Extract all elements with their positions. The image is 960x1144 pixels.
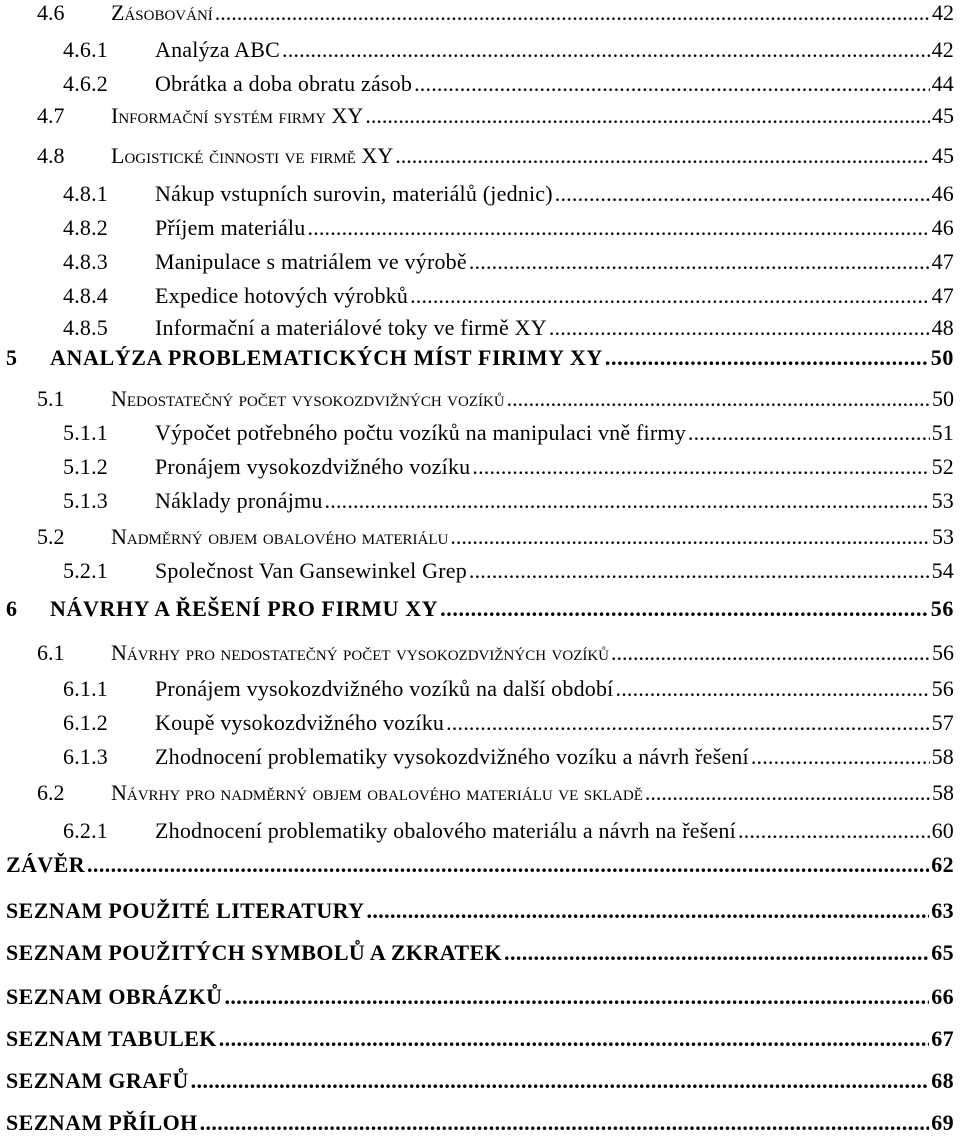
toc-entry-page: 65 (931, 940, 954, 965)
toc-entry[interactable] (63, 215, 954, 249)
toc-entry[interactable] (63, 488, 954, 522)
toc-entry-page: 56 (931, 676, 954, 701)
toc-entry-page: 42 (931, 37, 954, 62)
dot-leader (469, 249, 930, 275)
toc-entry-number: 4.8.5 (63, 315, 108, 340)
dot-leader (282, 37, 930, 63)
toc-entry[interactable] (63, 454, 954, 488)
dot-leader (688, 420, 930, 446)
toc-entry-number: 4.8.4 (63, 283, 108, 308)
toc-entry-number: 4.6.2 (63, 71, 108, 96)
toc-entry-title: Nedostatečný počet vysokozdvižných vozíků (111, 386, 505, 411)
toc-entry-number: 4.8.2 (63, 215, 108, 240)
toc-entry[interactable] (63, 558, 954, 592)
dot-leader (219, 1026, 929, 1052)
toc-entry-number: 4.8 (37, 143, 65, 168)
toc-entry-page: 45 (932, 103, 954, 128)
toc-entry-number: 5.2 (37, 524, 65, 549)
dot-leader (410, 283, 930, 309)
toc-entry[interactable] (63, 744, 954, 778)
toc-entry-page: 46 (931, 181, 954, 206)
toc-entry[interactable] (63, 283, 954, 317)
toc-entry-page: 51 (931, 420, 954, 445)
dot-leader (215, 0, 930, 26)
toc-entry-page: 48 (931, 315, 954, 340)
toc-entry-title: Expedice hotových výrobků (155, 283, 409, 308)
toc-entry-title: SEZNAM TABULEK (6, 1026, 217, 1051)
toc-entry-page: 57 (931, 710, 954, 735)
dot-leader (504, 940, 929, 966)
toc-entry-title: Zhodnocení problematiky obalového materiálu a návrh na řešení (155, 818, 736, 843)
toc-entry[interactable] (6, 1110, 954, 1144)
dot-leader (507, 386, 930, 412)
dot-leader (87, 852, 929, 878)
toc-entry-page: 54 (931, 558, 954, 583)
toc-entry-title: Společnost Van Gansewinkel Grep (155, 558, 467, 583)
dot-leader (224, 984, 929, 1010)
toc-entry[interactable] (63, 181, 954, 215)
toc-entry-title: Logistické činnosti ve firmě XY (111, 143, 394, 168)
toc-entry-page: 56 (932, 640, 954, 665)
toc-entry[interactable] (63, 249, 954, 283)
toc-entry-page: 52 (931, 454, 954, 479)
toc-entry-number: 6.1.3 (63, 744, 108, 769)
dot-leader (325, 488, 930, 514)
toc-entry-number: 6.1 (37, 640, 65, 665)
toc-entry-page: 60 (931, 818, 954, 843)
toc-entry[interactable] (6, 596, 954, 630)
toc-entry-number: 4.8.1 (63, 181, 108, 206)
toc-entry-page: 68 (931, 1068, 954, 1093)
toc-entry-title: Náklady pronájmu (155, 488, 323, 513)
toc-entry-page: 47 (931, 249, 954, 274)
dot-leader (616, 676, 930, 702)
toc-entry[interactable] (37, 524, 954, 558)
toc-entry-title: SEZNAM OBRÁZKŮ (6, 984, 223, 1009)
toc-entry-number: 5.1.1 (63, 420, 108, 445)
dot-leader (751, 744, 930, 770)
toc-entry-title: Zhodnocení problematiky vysokozdvižného vozíku a návrh řešení (155, 744, 749, 769)
toc-entry-number: 6.1.2 (63, 710, 108, 735)
dot-leader (366, 898, 929, 924)
dot-leader (605, 345, 929, 371)
toc-entry[interactable] (37, 386, 954, 420)
dot-leader (307, 215, 929, 241)
dot-leader (555, 181, 930, 207)
toc-entry[interactable] (63, 818, 954, 852)
dot-leader (200, 1110, 930, 1136)
toc-entry[interactable] (6, 984, 954, 1018)
toc-entry-title: Zásobování (111, 0, 213, 25)
toc-entry-title: Návrhy pro nedostatečný počet vysokozdvižných vozíků (111, 640, 610, 665)
dot-leader (611, 640, 930, 666)
toc-entry-page: 58 (932, 780, 954, 805)
dot-leader (440, 596, 929, 622)
toc-entry-number: 6.1.1 (63, 676, 108, 701)
toc-entry[interactable] (6, 940, 954, 974)
toc-entry-page: 66 (931, 984, 954, 1009)
toc-entry-number: 4.8.3 (63, 249, 108, 274)
toc-entry-title: SEZNAM POUŽITÝCH SYMBOLŮ A ZKRATEK (6, 940, 503, 965)
toc-entry[interactable] (63, 37, 954, 71)
toc-entry-title: Koupě vysokozdvižného vozíku (155, 710, 445, 735)
toc-entry-title: SEZNAM PŘÍLOH (6, 1110, 198, 1135)
toc-entry-number: 5.2.1 (63, 558, 108, 583)
toc-entry-number: 6 (6, 596, 18, 621)
dot-leader (549, 315, 930, 341)
toc-entry-title: Informační a materiálové toky ve firmě XY (155, 315, 547, 340)
toc-entry[interactable] (63, 676, 954, 710)
toc-entry-number: 4.6 (37, 0, 65, 25)
toc-entry-number: 5.1.2 (63, 454, 108, 479)
toc-entry[interactable] (63, 315, 954, 349)
toc-entry-page: 53 (931, 488, 954, 513)
toc-entry-page: 69 (931, 1110, 954, 1135)
toc-entry-page: 46 (931, 215, 954, 240)
toc-entry-title: Pronájem vysokozdvižného vozíku (155, 454, 471, 479)
toc-entry-title: Příjem materiálu (155, 215, 306, 240)
toc-entry[interactable] (63, 71, 954, 105)
dot-leader (414, 71, 930, 97)
toc-entry-title: NÁVRHY A ŘEŠENÍ PRO FIRMU XY (50, 596, 439, 621)
toc-entry-page: 67 (931, 1026, 954, 1051)
toc-entry-number: 4.7 (37, 103, 65, 128)
toc-entry-page: 53 (932, 524, 954, 549)
toc-entry-title: SEZNAM POUŽITÉ LITERATURY (6, 898, 365, 923)
toc-entry[interactable] (37, 780, 954, 814)
toc-entry-number: 4.6.1 (63, 37, 108, 62)
dot-leader (472, 454, 929, 480)
toc-entry[interactable] (63, 420, 954, 454)
toc-entry-number: 5 (6, 345, 18, 370)
toc-entry[interactable] (6, 345, 954, 379)
toc-entry-title: Pronájem vysokozdvižného vozíků na další období (155, 676, 614, 701)
toc-entry[interactable] (6, 898, 954, 932)
toc-entry-title: Výpočet potřebného počtu vozíků na manipulaci vně firmy (155, 420, 686, 445)
dot-leader (645, 780, 930, 806)
toc-entry-title: Obrátka a doba obratu zásob (155, 71, 413, 96)
toc-entry-page: 50 (930, 345, 954, 370)
dot-leader (191, 1068, 930, 1094)
dot-leader (450, 524, 930, 550)
toc-entry-number: 6.2.1 (63, 818, 108, 843)
toc-entry-page: 58 (931, 744, 954, 769)
toc-entry-page: 62 (931, 852, 954, 877)
toc-entry-title: ZÁVĚR (6, 852, 86, 877)
toc-entry[interactable] (37, 640, 954, 674)
toc-entry[interactable] (6, 1068, 954, 1102)
toc-entry-title: SEZNAM GRAFŮ (6, 1068, 189, 1093)
dot-leader (446, 710, 929, 736)
toc-entry-page: 56 (930, 596, 954, 621)
toc-entry-title: Manipulace s matriálem ve výrobě (155, 249, 467, 274)
toc-entry-title: Informační systém firmy XY (111, 103, 364, 128)
dot-leader (365, 103, 930, 129)
toc-entry-title: Nákup vstupních surovin, materiálů (jednic) (155, 181, 553, 206)
toc-entry-page: 63 (931, 898, 954, 923)
toc-entry-title: Návrhy pro nadměrný objem obalového materiálu ve skladě (111, 780, 643, 805)
toc-entry[interactable] (37, 103, 954, 137)
toc-entry-number: 5.1 (37, 386, 65, 411)
toc-entry-page: 50 (932, 386, 954, 411)
toc-entry-title: ANALÝZA PROBLEMATICKÝCH MÍST FIRIMY XY (50, 345, 603, 370)
toc-entry-page: 45 (932, 143, 954, 168)
toc-entry[interactable] (63, 710, 954, 744)
toc-entry-number: 6.2 (37, 780, 65, 805)
toc-entry[interactable] (37, 143, 954, 177)
dot-leader (738, 818, 930, 844)
toc-entry-page: 47 (931, 283, 954, 308)
dot-leader (469, 558, 930, 584)
toc-entry-title: Analýza ABC (155, 37, 281, 62)
toc-entry-page: 44 (931, 71, 954, 96)
dot-leader (395, 143, 930, 169)
toc-entry[interactable] (6, 1026, 954, 1060)
toc-entry[interactable] (6, 852, 954, 886)
toc-entry[interactable] (37, 0, 954, 34)
toc-entry-page: 42 (932, 0, 954, 25)
toc-entry-number: 5.1.3 (63, 488, 108, 513)
toc-entry-title: Nadměrný objem obalového materiálu (111, 524, 449, 549)
